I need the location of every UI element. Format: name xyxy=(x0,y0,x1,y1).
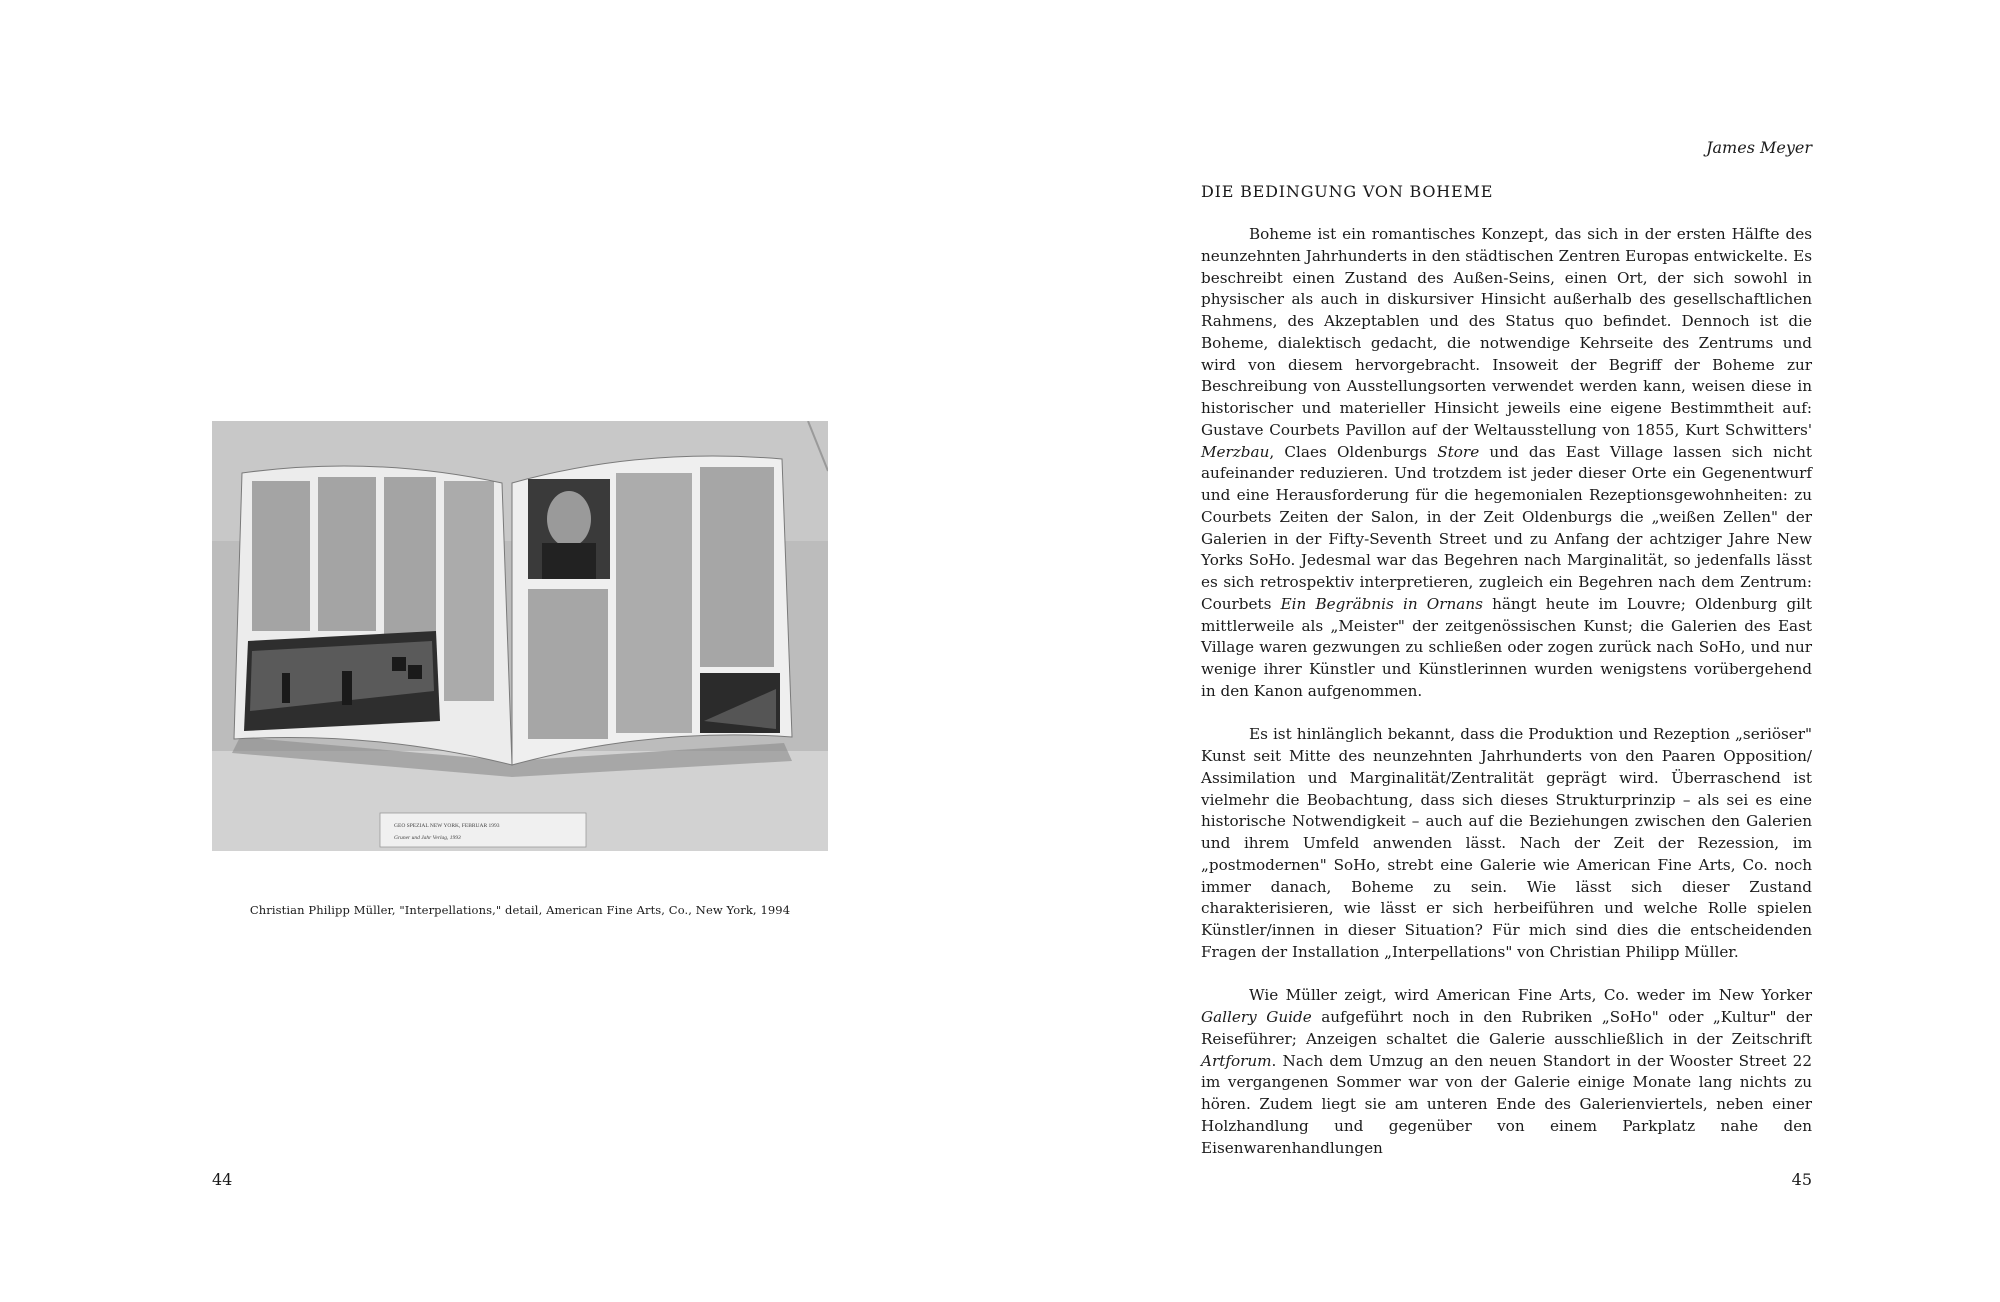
text-run: aufgeführt noch in den Rubriken „SoHo" oder „Kultur" der Reiseführer; Anzeigen schaltet die Galerie ausschließlich in der Zeitschrift xyxy=(1201,1008,1812,1048)
italic-title: Ein Begräbnis in Ornans xyxy=(1280,594,1483,613)
body-paragraph xyxy=(1201,985,1812,1159)
italic-title: Merzbau xyxy=(1201,442,1270,461)
text-run: , Claes Oldenburgs xyxy=(1269,442,1438,461)
body-paragraph xyxy=(1201,724,1812,963)
text-run: und das East Village lassen sich nicht aufeinander reduzieren. Und trotzdem ist jeder dieser Orte ein Gegenentwurf und eine Herausforderung für die hegemonialen Rezeptionsgewohnheiten: zu Courbets Zeiten der Salon, in der Zeit Oldenburgs die „weißen Zellen" der Galerien in der Fifty-Seventh Street und zu Anfang der achtziger Jahre New Yorks SoHo. Jedesmal war das Begehren nach Marginalität, so jedenfalls lässt es sich retrospektiv interpretieren, zugleich ein Begehren nach dem Zentrum: Courbets xyxy=(1201,442,1812,613)
photo-label-line2: Gruner und Jahr Verlag, 1993 xyxy=(394,835,461,841)
author-name: James Meyer xyxy=(1706,138,1812,157)
italic-title: Store xyxy=(1437,442,1480,461)
text-run: Boheme ist ein romantisches Konzept, das sich in der ersten Hälfte des neunzehnten Jahrhunderts in den städtischen Zentren Europas entwickelte. Es beschreibt einen Zustand des Außen-Seins, einen Ort, der sich sowohl in physischer als auch in diskursiver Hinsicht außerhalb des gesellschaftlichen Rahmens, des Akzeptablen und des Status quo befindet. Dennoch ist die Boheme, dialektisch gedacht, die notwendige Kehrseite des Zentrums und wird von diesem hervorgebracht. Insoweit der Begriff der Boheme zur Beschreibung von Ausstellungsorten verwendet werden kann, weisen diese in historischer und materieller Hinsicht jeweils eine eigene Bestimmtheit auf: Gustave Courbets Pavillon auf der Weltausstellung von 1855, Kurt Schwitters' xyxy=(1201,225,1812,439)
body-text xyxy=(1201,224,1812,1159)
text-run: Es ist hinlänglich bekannt, dass die Produktion und Rezeption „seriöser" Kunst seit Mitte des neunzehnten Jahrhunderts von den Paaren Opposition/ Assimilation und Marginalität/Zentralität geprägt wird. Überraschend ist vielmehr die Beobachtung, dass sich dieses Strukturprinzip – als sei es eine historische Notwendigkeit – auch auf die Beziehungen zwischen den Galerien und ihrem Umfeld anwenden lässt. Nach der Zeit der Rezession, im „postmodernen" SoHo, strebt eine Galerie wie American Fine Arts, Co. noch immer danach, Boheme zu sein. Wie lässt sich dieser Zustand charakterisieren, wie lässt er sich herbeiführen und welche Rolle spielen Künstler/innen in dieser Situation? Für mich sind dies die entscheidenden Fragen der Installation „Interpellations" von Christian Philipp Müller. xyxy=(1201,725,1812,961)
magazine-photo xyxy=(212,421,828,851)
italic-title: Artforum xyxy=(1201,1051,1272,1070)
photo-caption: Christian Philipp Müller, "Interpellations," detail, American Fine Arts, Co., New York, 1994 xyxy=(249,903,791,917)
chapter-title: DIE BEDINGUNG VON BOHEME xyxy=(1201,182,1494,201)
text-run: Wie Müller zeigt, wird American Fine Arts, Co. weder im New Yorker xyxy=(1249,986,1812,1005)
right-page xyxy=(1000,0,2000,1302)
text-run: . Nach dem Umzug an den neuen Standort in der Wooster Street 22 im vergangenen Sommer war von der Galerie einige Monate lang nichts zu hören. Zudem liegt sie am unteren Ende des Galerienviertels, neben einer Holzhandlung und gegenüber von einem Parkplatz nahe den Eisenwarenhandlungen xyxy=(1201,1051,1812,1157)
photo-label-line1: GEO SPEZIAL NEW YORK, FEBRUAR 1993 xyxy=(394,823,500,829)
italic-title: Gallery Guide xyxy=(1201,1008,1312,1026)
page-number-left: 44 xyxy=(212,1170,233,1189)
page-number-right: 45 xyxy=(1791,1170,1812,1189)
text-run: hängt heute im Louvre; Oldenburg gilt mittlerweile als „Meister" der zeitgenössischen Kunst; die Galerien des East Village waren gezwungen zu schließen oder zogen zurück nach SoHo, und nur wenige ihrer Künstler und Künstlerinnen wurden wenigstens vorübergehend in den Kanon aufgenommen. xyxy=(1201,594,1813,700)
body-paragraph xyxy=(1201,224,1812,703)
